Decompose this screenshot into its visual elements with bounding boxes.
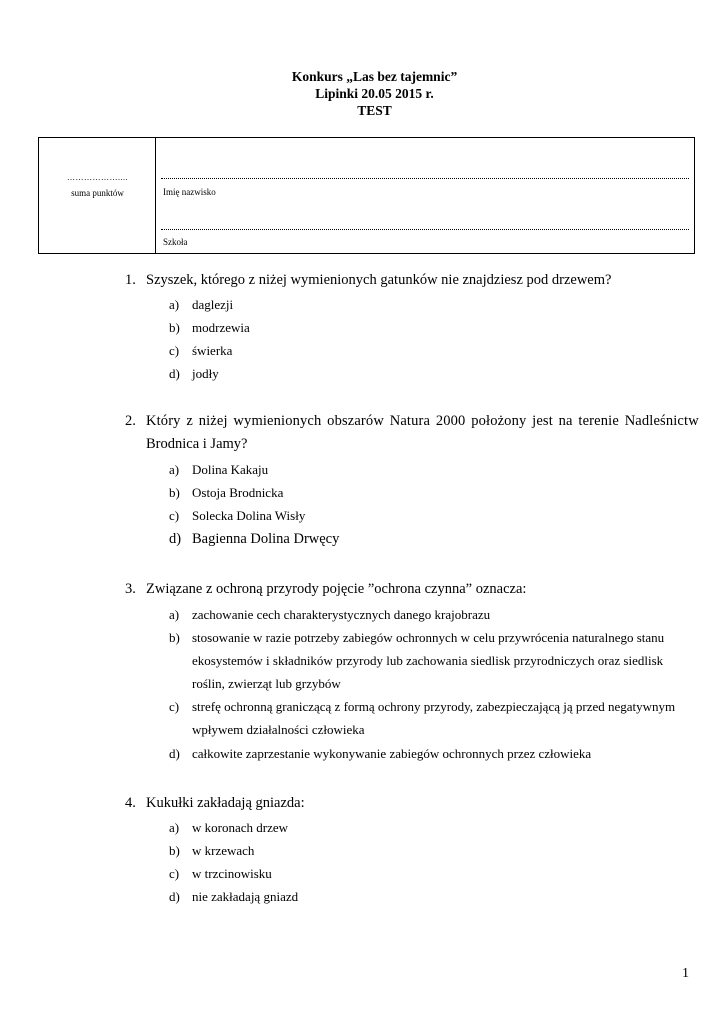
option-text[interactable]: Solecka Dolina Wisły — [192, 508, 306, 523]
question-text: Który z niżej wymienionych obszarów Natura 2000 położony jest na terenie Nadleśnictw — [146, 413, 699, 429]
page-number: 1 — [682, 966, 689, 981]
contest-date: Lipinki 20.05 2015 r. — [315, 86, 434, 101]
name-label: Imię nazwisko — [163, 187, 216, 197]
option-letter: b) — [169, 320, 180, 335]
option-letter: d) — [169, 366, 180, 381]
document-header — [0, 68, 725, 119]
option-letter: c) — [169, 699, 180, 714]
option-letter: b) — [169, 843, 180, 858]
school-label: Szkoła — [163, 237, 188, 247]
option-text[interactable]: zachowanie cech charakterystycznych danego krajobrazu — [192, 607, 491, 622]
option-letter: c) — [169, 508, 180, 523]
question-number: 4. — [125, 795, 136, 811]
option-text[interactable]: Ostoja Brodnicka — [192, 485, 284, 500]
points-cell — [39, 138, 156, 253]
option-text[interactable]: Bagienna Dolina Drwęcy — [192, 531, 340, 547]
option-letter: c) — [169, 343, 180, 358]
name-field[interactable] — [161, 178, 689, 179]
question-text: Szyszek, którego z niżej wymienionych gatunków nie znajdziesz pod drzewem? — [146, 272, 612, 288]
option-letter: b) — [169, 485, 180, 500]
points-field[interactable]: ……………….... — [67, 173, 128, 182]
option-text[interactable]: świerka — [192, 343, 233, 358]
points-label: suma punktów — [71, 188, 124, 198]
option-text[interactable]: nie zakładają gniazd — [192, 889, 299, 904]
option-letter: d) — [169, 889, 180, 904]
option-text-continued[interactable]: ekosystemów i składników przyrody lub zachowania siedlisk przyrodniczych oraz siedlisk — [192, 653, 664, 668]
option-text-continued[interactable]: wpływem działalności człowieka — [192, 722, 365, 737]
option-letter: a) — [169, 607, 180, 622]
option-text[interactable]: Dolina Kakaju — [192, 462, 269, 477]
test-label: TEST — [357, 103, 392, 118]
option-letter: a) — [169, 820, 180, 835]
option-letter: b) — [169, 630, 180, 645]
option-text[interactable]: całkowite zaprzestanie wykonywanie zabiegów ochronnych przez człowieka — [192, 746, 592, 761]
option-letter: a) — [169, 462, 180, 477]
option-letter: d) — [169, 531, 182, 547]
option-text[interactable]: w trzcinowisku — [192, 866, 272, 881]
option-text-continued[interactable]: roślin, zwierząt lub grzybów — [192, 676, 341, 691]
option-text[interactable]: jodły — [192, 366, 219, 381]
question-text: Kukułki zakładają gniazda: — [146, 795, 305, 811]
question-text-continued: Brodnica i Jamy? — [146, 436, 248, 452]
option-text[interactable]: w krzewach — [192, 843, 255, 858]
school-field[interactable] — [161, 229, 689, 230]
question-number: 3. — [125, 581, 136, 597]
option-text[interactable]: strefę ochronną graniczącą z formą ochrony przyrody, zabezpieczającą ją przed negatywnym — [192, 699, 676, 714]
option-text[interactable]: modrzewia — [192, 320, 250, 335]
contest-title: Konkurs „Las bez tajemnic” — [291, 69, 458, 84]
option-text[interactable]: stosowanie w razie potrzeby zabiegów ochronnych w celu przywrócenia naturalnego stanu — [192, 630, 665, 645]
option-letter: c) — [169, 866, 180, 881]
option-text[interactable]: daglezji — [192, 297, 234, 312]
question-number: 1. — [125, 272, 136, 288]
question-number: 2. — [125, 413, 136, 429]
option-letter: d) — [169, 746, 180, 761]
student-info-box — [38, 137, 695, 254]
option-letter: a) — [169, 297, 180, 312]
option-text[interactable]: w koronach drzew — [192, 820, 289, 835]
question-text: Związane z ochroną przyrody pojęcie ”ochrona czynna” oznacza: — [146, 581, 527, 597]
